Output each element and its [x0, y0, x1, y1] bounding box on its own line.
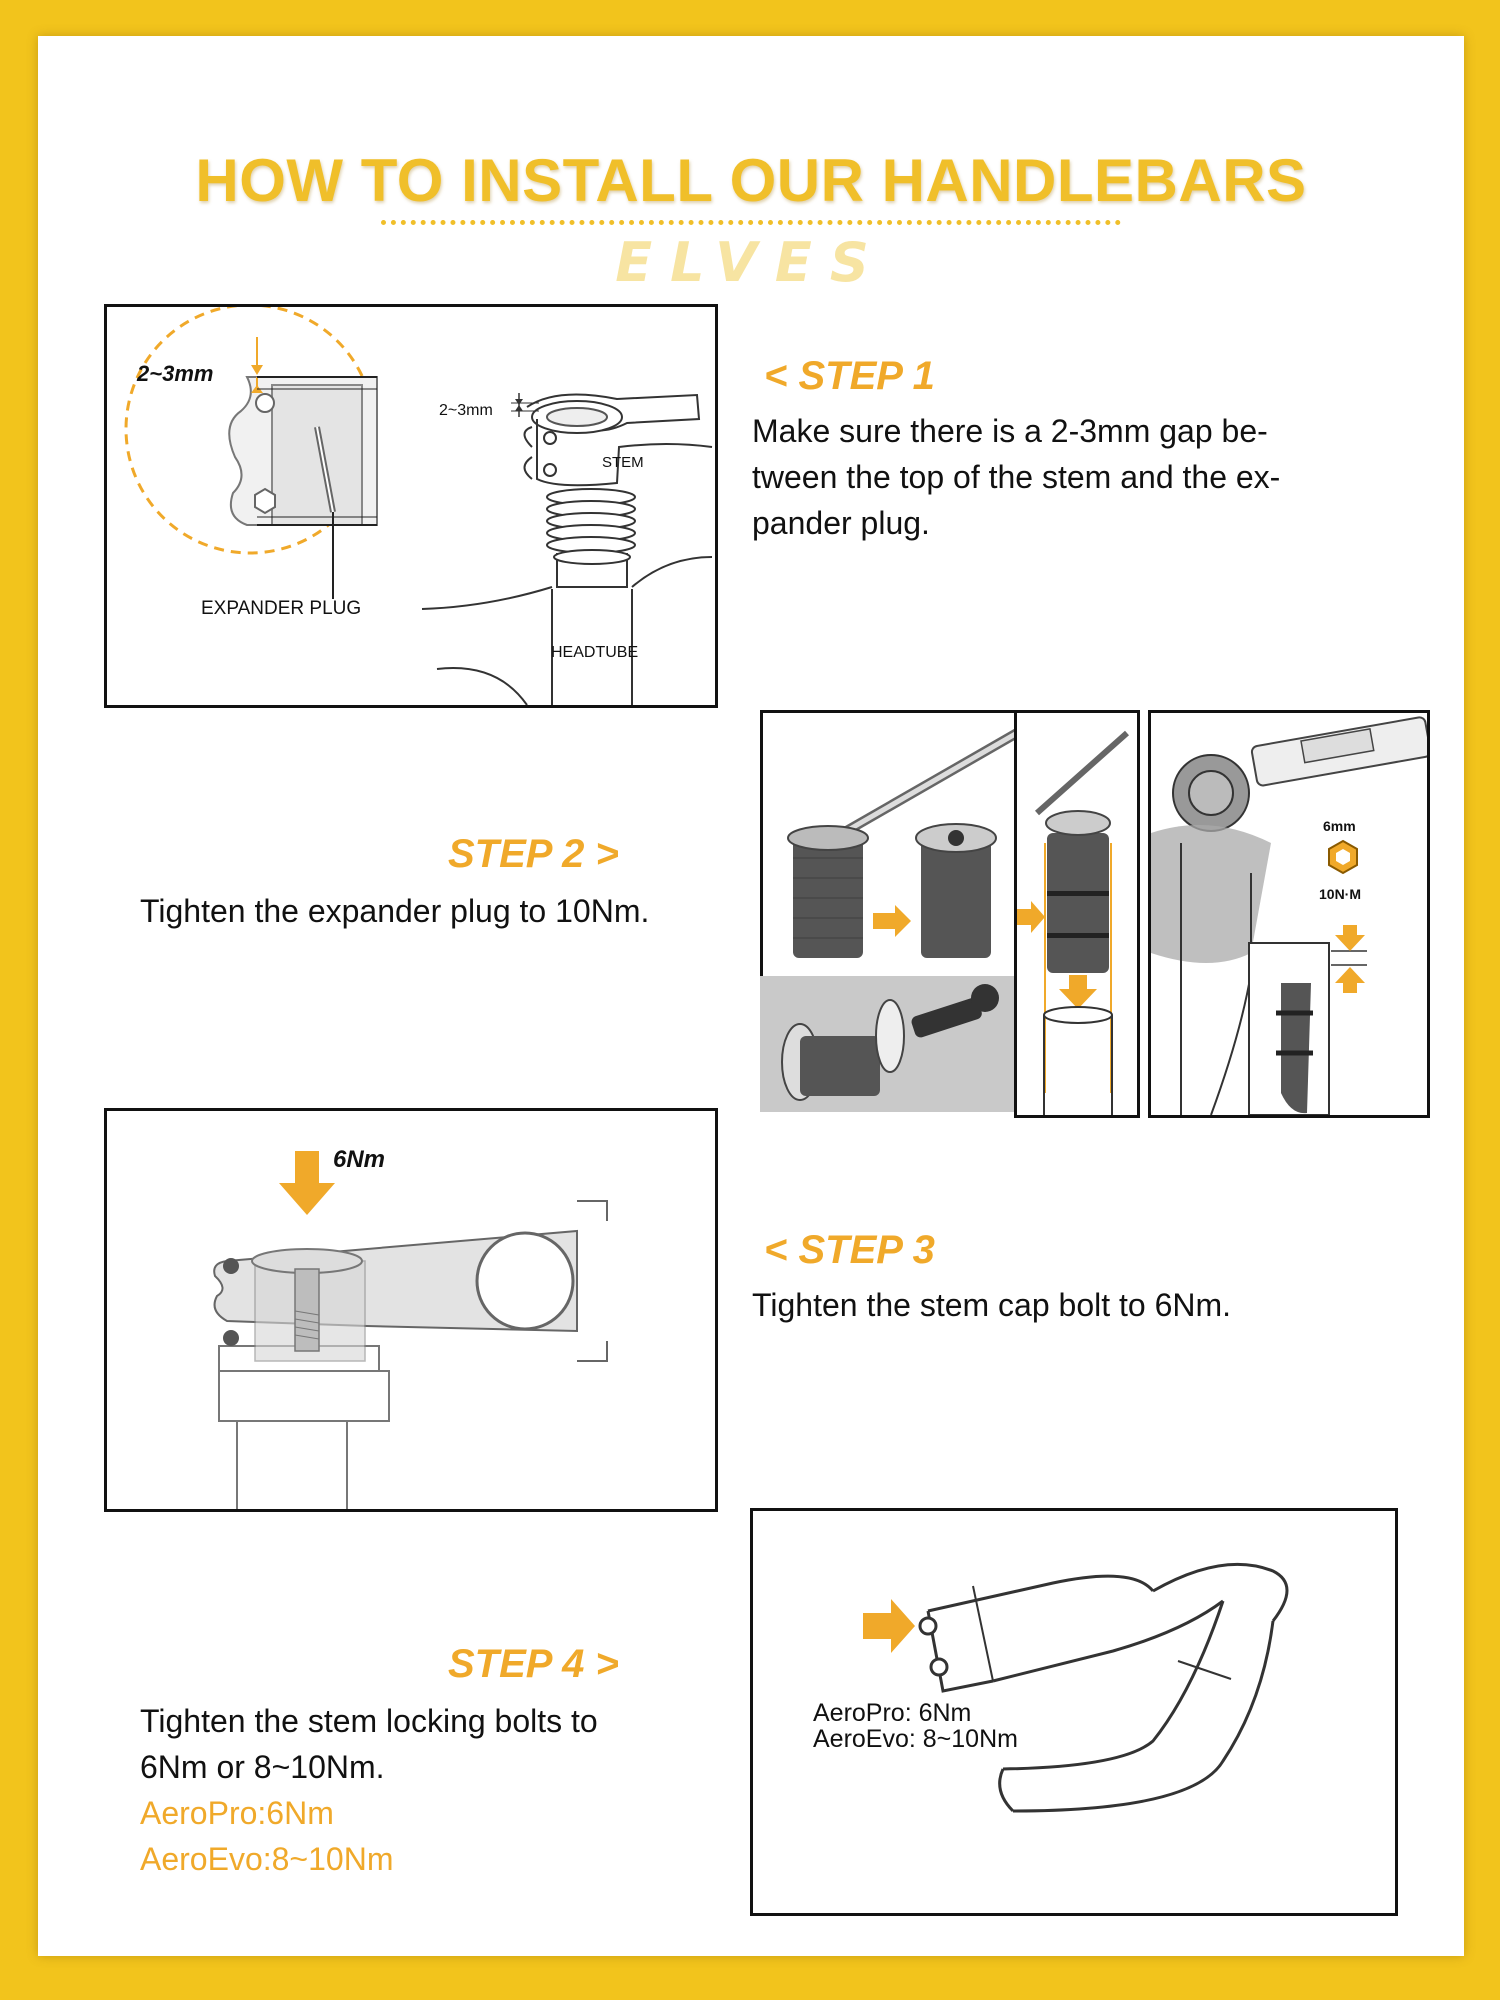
gap-label-large: 2~3mm	[137, 361, 214, 386]
step1-text-line: pander plug.	[752, 505, 930, 541]
step1-text-line: tween the top of the stem and the ex-	[752, 459, 1281, 495]
step4-diagram	[750, 1508, 1398, 1916]
step3-diagram	[104, 1108, 718, 1512]
step2-panel-torque	[1148, 710, 1430, 1118]
step1-text-line: Make sure there is a 2-3mm gap be-	[752, 413, 1268, 449]
step4-text-line: Tighten the stem locking bolts to	[140, 1703, 598, 1739]
stem-label: STEM	[602, 454, 644, 471]
step2-panel-wrench	[760, 710, 1020, 980]
expander-plug-label: EXPANDER PLUG	[201, 598, 362, 619]
dotted-divider	[381, 220, 1121, 225]
instruction-sheet	[38, 36, 1464, 1956]
step1-text	[752, 408, 1392, 546]
torque-6nm-label: 6Nm	[333, 1146, 386, 1173]
step1-heading: < STEP 1	[764, 354, 935, 398]
step3-heading: < STEP 3	[764, 1228, 935, 1272]
step4-diagram-aeropro: AeroPro: 6Nm	[813, 1699, 972, 1727]
step4-spec-aeropro: AeroPro:6Nm	[140, 1795, 334, 1831]
page-title: HOW TO INSTALL OUR HANDLEBARS	[195, 147, 1307, 214]
step4-heading: STEP 4 >	[448, 1642, 619, 1686]
tool-size-label: 6mm	[1323, 818, 1356, 834]
step1-diagram	[104, 304, 718, 708]
step4-diagram-aeroevo: AeroEvo: 8~10Nm	[813, 1725, 1018, 1753]
step2-text: Tighten the expander plug to 10Nm.	[140, 893, 650, 929]
step2-heading: STEP 2 >	[448, 832, 619, 876]
gap-label-small: 2~3mm	[439, 402, 493, 419]
torque-10nm-label: 10N·M	[1319, 886, 1362, 902]
headtube-label: HEADTUBE	[551, 644, 639, 661]
step4-text	[140, 1698, 700, 1882]
step4-spec-aeroevo: AeroEvo:8~10Nm	[140, 1841, 394, 1877]
step3-text: Tighten the stem cap bolt to 6Nm.	[752, 1287, 1232, 1323]
step2-panel-insert	[1014, 710, 1140, 1118]
arrow-to-insert	[1022, 938, 1062, 968]
brand-logo: ELVES	[615, 231, 887, 294]
step4-text-line: 6Nm or 8~10Nm.	[140, 1749, 385, 1785]
step2-panel-parts	[760, 976, 1014, 1112]
